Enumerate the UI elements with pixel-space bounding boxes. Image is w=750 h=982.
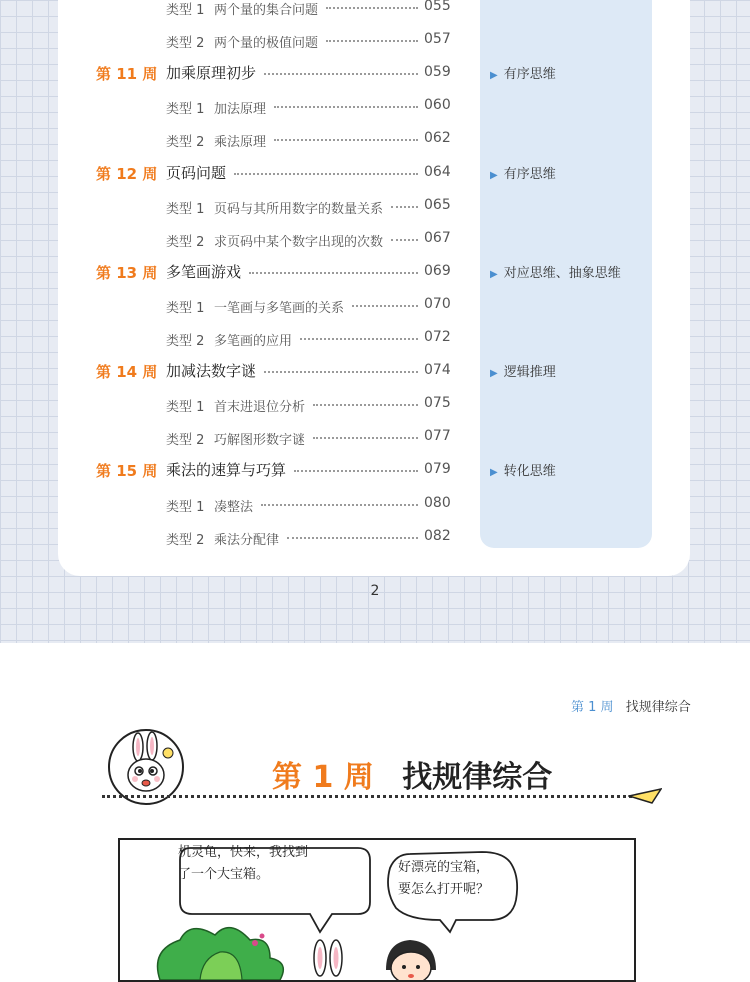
type-label: 类型 2 xyxy=(166,135,205,150)
speech-bubble-2 xyxy=(398,857,489,901)
rabbit-mascot-icon xyxy=(108,729,184,805)
page-ref: 065 xyxy=(424,197,451,213)
type-label: 类型 2 xyxy=(166,433,205,448)
leader-dots xyxy=(294,470,418,472)
type-title: 加法原理 xyxy=(214,102,267,117)
speech-bubble-1-line-2: 了一个大宝箱。 xyxy=(178,867,270,882)
week-label: 第 15 周 xyxy=(96,462,158,480)
chapter-week: 第 1 周 xyxy=(272,760,374,795)
toc-type-row xyxy=(0,194,750,218)
leader-dots xyxy=(274,139,418,141)
toc-type-row xyxy=(0,425,750,449)
leader-dots xyxy=(261,504,418,506)
running-header xyxy=(571,696,691,715)
leader-dots xyxy=(300,338,418,340)
type-label: 类型 1 xyxy=(166,202,205,217)
page-ref: 062 xyxy=(424,130,451,146)
speech-bubble-1 xyxy=(178,842,308,886)
toc-type-row xyxy=(0,326,750,350)
week-label: 第 11 周 xyxy=(96,65,158,83)
leader-dots xyxy=(274,106,418,108)
running-header-week: 第 1 周 xyxy=(571,700,614,715)
toc-type-row xyxy=(0,525,750,549)
triangle-bullet-icon: ▶ xyxy=(490,368,498,379)
page-ref: 067 xyxy=(424,230,451,246)
triangle-bullet-icon: ▶ xyxy=(490,269,498,280)
chapter-title: 找规律综合 xyxy=(402,760,553,795)
thinking-label: 对应思维、抽象思维 xyxy=(503,266,621,281)
leader-dots xyxy=(313,437,418,439)
leader-dots xyxy=(234,173,418,175)
toc-week-row xyxy=(0,161,750,185)
title-dotted-line xyxy=(102,795,632,798)
thinking-tag xyxy=(490,63,556,82)
speech-bubble-2-line-2: 要怎么打开呢？ xyxy=(398,882,490,897)
week-title: 乘法的速算与巧算 xyxy=(166,461,287,479)
thinking-tag xyxy=(490,361,556,380)
type-title: 求页码中某个数字出现的次数 xyxy=(214,235,384,250)
page-ref: 059 xyxy=(424,64,451,80)
week-title: 多笔画游戏 xyxy=(166,263,242,281)
triangle-bullet-icon: ▶ xyxy=(490,170,498,181)
page-ref: 077 xyxy=(424,428,451,444)
type-label: 类型 1 xyxy=(166,500,205,515)
toc-type-row xyxy=(0,28,750,52)
type-label: 类型 1 xyxy=(166,102,205,117)
toc-week-row xyxy=(0,458,750,482)
thinking-label: 有序思维 xyxy=(503,167,556,182)
thinking-label: 逻辑推理 xyxy=(503,365,556,380)
leader-dots xyxy=(313,404,418,406)
leader-dots xyxy=(264,73,418,75)
thinking-tag xyxy=(490,262,621,281)
thinking-label: 转化思维 xyxy=(503,464,556,479)
toc-week-row xyxy=(0,61,750,85)
type-label: 类型 1 xyxy=(166,3,205,18)
toc-type-row xyxy=(0,0,750,19)
week-title: 页码问题 xyxy=(166,164,227,182)
week-title: 加乘原理初步 xyxy=(166,64,257,82)
type-label: 类型 1 xyxy=(166,400,205,415)
leader-dots xyxy=(326,7,418,9)
thinking-label: 有序思维 xyxy=(503,67,556,82)
toc-type-row xyxy=(0,127,750,151)
toc-week-row xyxy=(0,260,750,284)
leader-dots xyxy=(391,206,418,208)
type-label: 类型 2 xyxy=(166,36,205,51)
speech-bubble-1-line-1: 机灵龟，快来，我找到 xyxy=(178,845,309,860)
running-header-title: 找规律综合 xyxy=(625,700,691,715)
page-ref: 055 xyxy=(424,0,451,14)
type-title: 两个量的集合问题 xyxy=(214,3,319,18)
page-ref: 070 xyxy=(424,296,451,312)
page-ref: 060 xyxy=(424,97,451,113)
paper-plane-icon xyxy=(628,787,662,809)
toc-week-row xyxy=(0,359,750,383)
toc-type-row xyxy=(0,492,750,516)
page-ref: 072 xyxy=(424,329,451,345)
leader-dots xyxy=(352,305,418,307)
toc-type-row xyxy=(0,227,750,251)
type-label: 类型 1 xyxy=(166,301,205,316)
type-label: 类型 2 xyxy=(166,334,205,349)
type-title: 多笔画的应用 xyxy=(214,334,293,349)
toc-type-row xyxy=(0,94,750,118)
toc-type-row xyxy=(0,293,750,317)
page-ref: 069 xyxy=(424,263,451,279)
week-title: 加减法数字谜 xyxy=(166,362,257,380)
week-label: 第 13 周 xyxy=(96,264,158,282)
chapter-title-banner xyxy=(272,752,552,796)
type-label: 类型 2 xyxy=(166,235,205,250)
speech-bubble-2-line-1: 好漂亮的宝箱， xyxy=(398,860,490,875)
page-ref: 080 xyxy=(424,495,451,511)
type-title: 巧解图形数字谜 xyxy=(214,433,306,448)
page-ref: 064 xyxy=(424,164,451,180)
type-title: 首末进退位分析 xyxy=(214,400,306,415)
triangle-bullet-icon: ▶ xyxy=(490,467,498,478)
toc-type-row xyxy=(0,392,750,416)
page-ref: 074 xyxy=(424,362,451,378)
page-ref: 057 xyxy=(424,31,451,47)
leader-dots xyxy=(287,537,418,539)
type-title: 乘法分配律 xyxy=(214,533,280,548)
leader-dots xyxy=(249,272,418,274)
page-number: 2 xyxy=(370,583,380,599)
type-label: 类型 2 xyxy=(166,533,205,548)
page-ref: 082 xyxy=(424,528,451,544)
type-title: 两个量的极值问题 xyxy=(214,36,319,51)
thinking-tag xyxy=(490,163,556,182)
type-title: 页码与其所用数字的数量关系 xyxy=(214,202,384,217)
week-label: 第 12 周 xyxy=(96,165,158,183)
thinking-tag xyxy=(490,460,556,479)
page-ref: 075 xyxy=(424,395,451,411)
type-title: 一笔画与多笔画的关系 xyxy=(214,301,345,316)
type-title: 乘法原理 xyxy=(214,135,267,150)
page-ref: 079 xyxy=(424,461,451,477)
leader-dots xyxy=(326,40,418,42)
week-label: 第 14 周 xyxy=(96,363,158,381)
leader-dots xyxy=(264,371,418,373)
type-title: 凑整法 xyxy=(214,500,254,515)
leader-dots xyxy=(391,239,418,241)
triangle-bullet-icon: ▶ xyxy=(490,70,498,81)
